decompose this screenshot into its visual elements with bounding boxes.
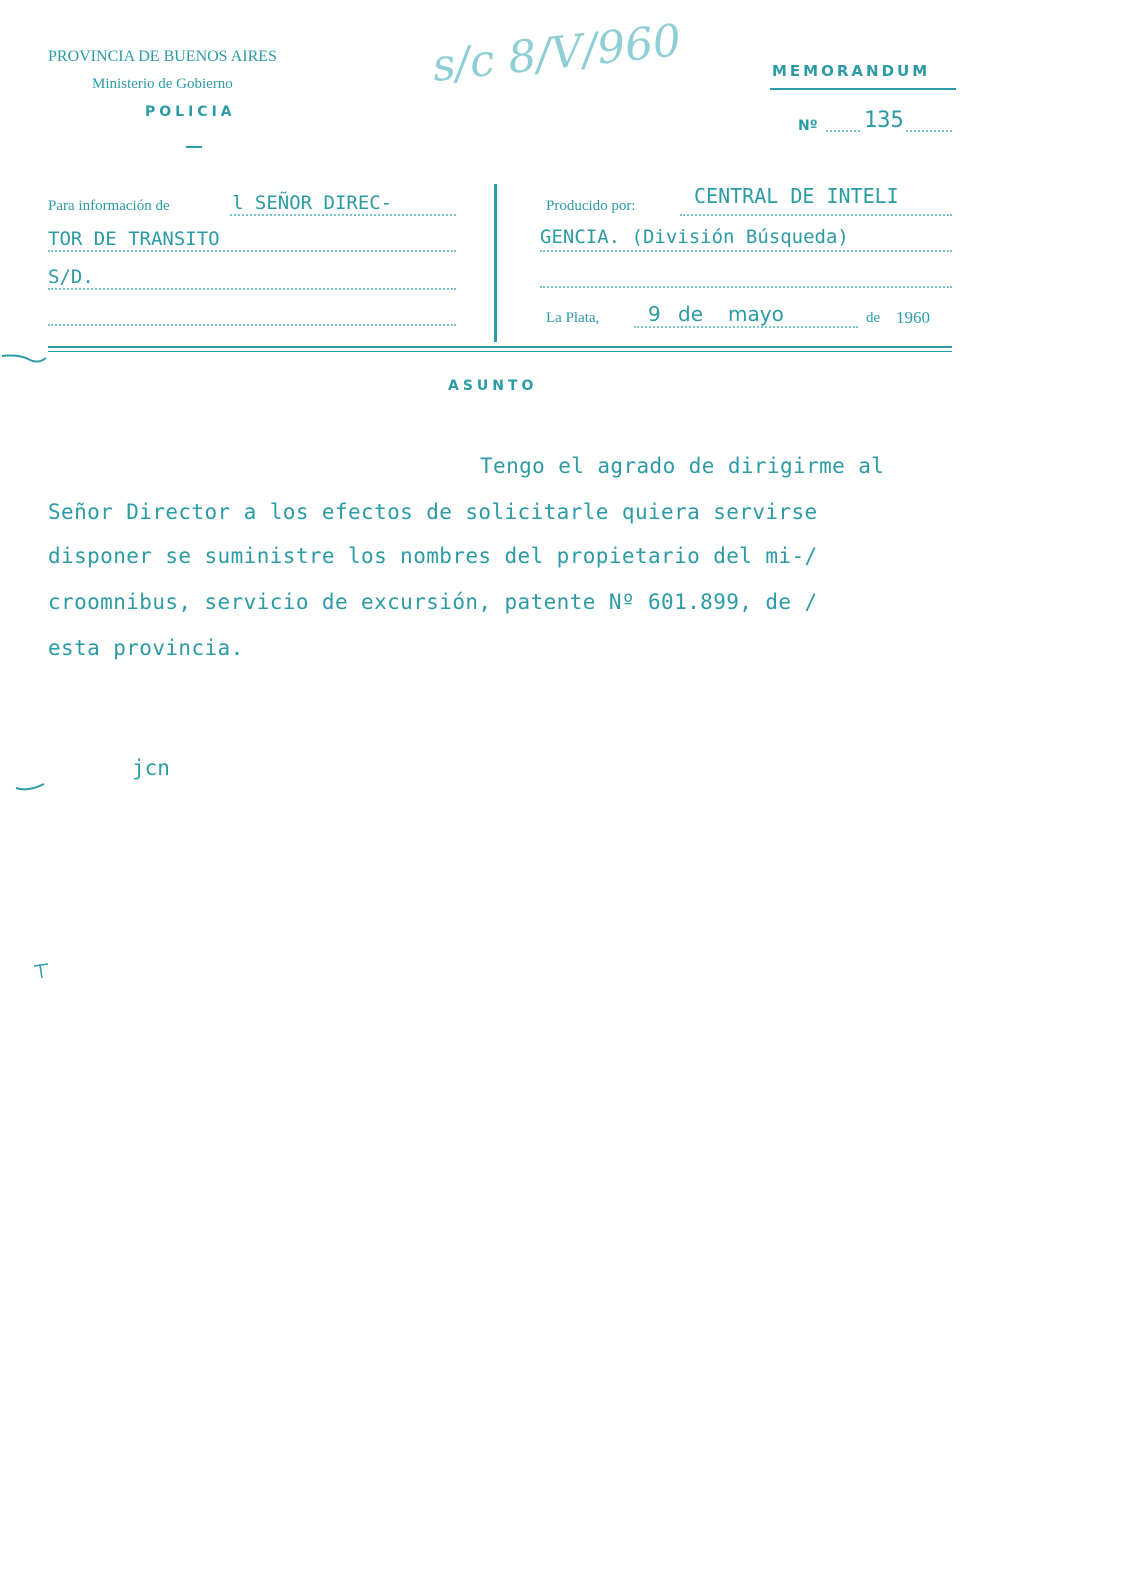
producer-line2: GENCIA. (División Búsqueda) xyxy=(540,226,849,248)
date-day: 9 xyxy=(648,302,661,326)
producer-line2-dots xyxy=(540,250,952,252)
date-de-1: de xyxy=(678,302,703,326)
date-dots xyxy=(634,326,858,328)
margin-mark-3 xyxy=(30,960,54,984)
date-month: mayo xyxy=(728,302,784,326)
header-dash xyxy=(186,146,202,148)
body-line-4: croomnibus, servicio de excursión, patente Nº 601.899, de / xyxy=(48,590,818,614)
producer-line3-dots xyxy=(540,286,952,288)
body-line-2: Señor Director a los efectos de solicitarle quiera servirse xyxy=(48,500,818,524)
recipient-line2: TOR DE TRANSITO xyxy=(48,228,220,250)
memorandum-title: MEMORANDUM xyxy=(772,62,931,80)
date-year: 1960 xyxy=(896,308,930,327)
recipient-line1-dots xyxy=(230,214,456,216)
recipient-line1: l SEÑOR DIREC- xyxy=(232,192,393,214)
header-rule-top xyxy=(48,346,952,348)
producer-line1: CENTRAL DE INTELI xyxy=(694,184,899,208)
header-rule-bottom xyxy=(48,351,952,352)
typist-initials: jcn xyxy=(132,756,170,780)
memorandum-underline xyxy=(770,88,956,90)
memo-number: 135 xyxy=(864,108,904,133)
body-line-5: esta provincia. xyxy=(48,636,244,660)
ministry-heading: Ministerio de Gobierno xyxy=(92,76,233,92)
recipient-label: Para información de xyxy=(48,198,170,214)
recipient-line2-dots xyxy=(48,250,456,252)
recipient-line4-dots xyxy=(48,324,456,326)
handwritten-annotation: s/c 8/V/960 xyxy=(430,15,684,92)
province-heading: PROVINCIA DE BUENOS AIRES xyxy=(48,48,277,65)
producer-line1-dots xyxy=(680,214,952,216)
recipient-line3: S/D. xyxy=(48,266,94,288)
date-de-2: de xyxy=(866,310,881,326)
recipient-line3-dots xyxy=(48,288,456,290)
margin-mark-1 xyxy=(0,346,60,376)
police-heading: POLICIA xyxy=(145,104,236,120)
memo-number-label: Nº xyxy=(798,118,818,134)
date-place: La Plata, xyxy=(546,310,600,326)
margin-mark-2 xyxy=(14,778,54,798)
body-line-1: Tengo el agrado de dirigirme al xyxy=(480,454,885,478)
vertical-divider xyxy=(494,184,497,342)
subject-label: ASUNTO xyxy=(448,378,538,394)
body-line-3: disponer se suministre los nombres del propietario del mi-/ xyxy=(48,544,818,568)
producer-label: Producido por: xyxy=(546,198,636,214)
